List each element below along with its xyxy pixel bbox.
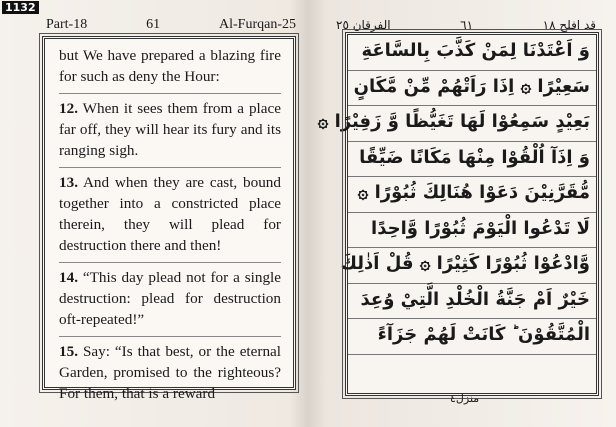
translation-block: 15. Say: “Is that best, or the eternal Garden, promised to the righteous? For them, that is a reward: [59, 343, 282, 402]
verse-number: 15.: [59, 343, 78, 360]
arabic-line: وَ اِذَآ اُلْقُوْا مِنْهَا مَكَانًا ضَيِّقًا: [348, 142, 596, 178]
arabic-text-frame: [317, 32, 599, 396]
translation-block: 12. When it sees them from a place far off, they will hear its fury and its ranging sigh.: [59, 94, 281, 168]
translation-block: but We have prepared a blazing fire for such as deny the Hour:: [59, 41, 281, 94]
left-page-number: 61: [146, 17, 161, 32]
verse-number: 12.: [59, 100, 78, 117]
arabic-line: خَيْرٌ اَمْ جَنَّةُ الْخُلْدِ الَّتِيْ وُعِدَ: [348, 284, 596, 320]
left-surah-label: Al-Furqan-25: [219, 17, 296, 32]
arabic-line: بَعِيْدٍ سَمِعُوْا لَهَا تَغَيُّظًا وَّ زَفِيْرًا ۞: [348, 106, 596, 142]
image-number-badge: 1132: [2, 1, 39, 14]
left-page-header: [46, 16, 296, 34]
arabic-line: [348, 355, 596, 390]
verse-number: 13.: [59, 174, 78, 191]
translation-block: 13. And when they are cast, bound together into a constricted place therein, they will plead for destruction there and then!: [59, 168, 281, 263]
arabic-line: الْمُتَّقُوْنَ ؕ كَانَتْ لَهُمْ جَزَآءً: [348, 319, 596, 355]
right-part-label: قد افلح ١٨: [542, 18, 596, 32]
arabic-line: وَّادْعُوْا ثُبُوْرًا كَثِيْرًا ۞ قُلْ اَذٰلِكَ: [348, 248, 596, 284]
translation-text: [59, 41, 281, 410]
arabic-line: مُّقَرَّنِيْنَ دَعَوْا هُنَالِكَ ثُبُوْرًا ۞: [348, 177, 596, 213]
arabic-line: سَعِيْرًا ۞ اِذَا رَاَتْهُمْ مِّنْ مَّكَانٍ: [348, 71, 596, 107]
left-part-label: Part-18: [46, 17, 88, 32]
arabic-line: وَ اَعْتَدْنَا لِمَنْ كَذَّبَ بِالسَّاعَةِ: [348, 35, 596, 71]
right-page-number: ٦١: [460, 18, 474, 32]
verse-number: 14.: [59, 269, 78, 286]
translation-frame: [42, 36, 296, 402]
manzil-marker: منزل٤: [450, 392, 480, 405]
arabic-line: لَا تَدْعُوا الْيَوْمَ ثُبُوْرًا وَّاحِدًا: [348, 213, 596, 249]
translation-block: 14. “This day plead not for a single destruction: plead for destruction oft-repeated!”: [59, 263, 281, 337]
right-surah-label: الفرقان ٢٥: [336, 18, 391, 32]
